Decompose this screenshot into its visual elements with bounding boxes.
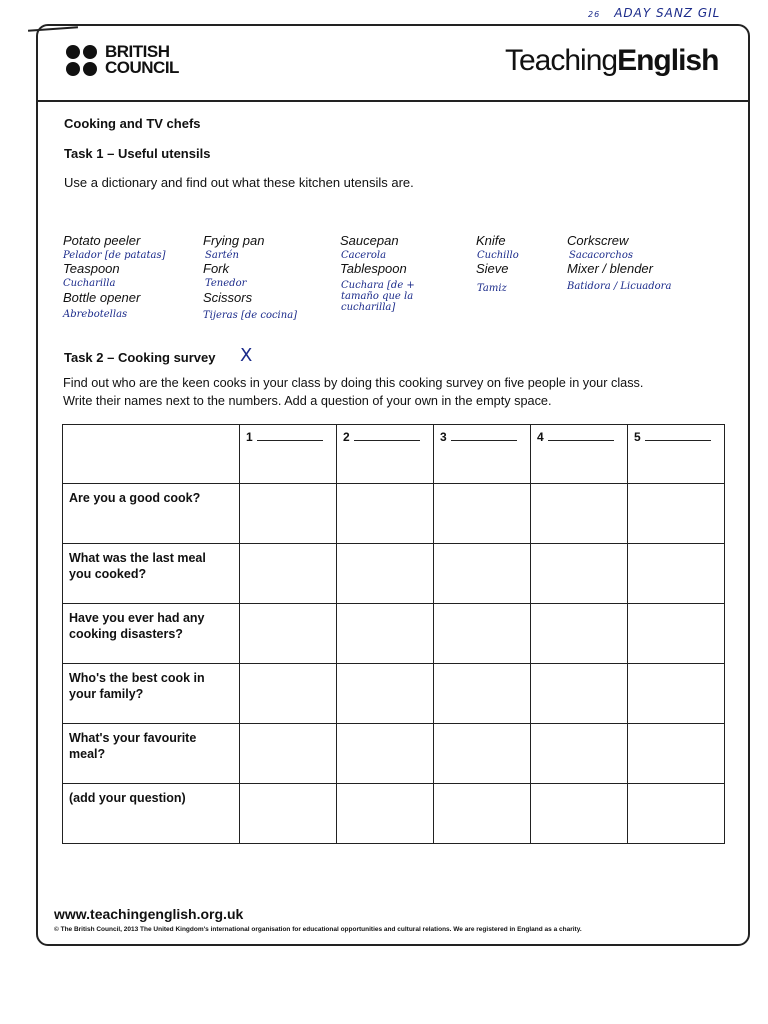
- answer-cell[interactable]: [531, 544, 628, 604]
- utensil-answer: Batidora / Licuadora: [567, 281, 672, 292]
- answer-cell[interactable]: [434, 724, 531, 784]
- answer-cell[interactable]: [531, 664, 628, 724]
- answer-cell[interactable]: [531, 484, 628, 544]
- task1-heading: Task 1 – Useful utensils: [64, 146, 211, 161]
- answer-cell[interactable]: [240, 484, 337, 544]
- answer-cell[interactable]: [240, 604, 337, 664]
- person-name-cell[interactable]: 4: [531, 425, 628, 484]
- utensil-term: Frying pan: [203, 233, 265, 248]
- bc-logo-line1: BRITISH: [105, 42, 170, 61]
- answer-cell[interactable]: [628, 784, 725, 844]
- table-header-row: [63, 425, 725, 484]
- utensil-answer: Sartén: [205, 250, 239, 261]
- answer-cell[interactable]: [434, 484, 531, 544]
- utensil-answer: Pelador [de patatas]: [63, 250, 166, 261]
- answer-cell[interactable]: [240, 544, 337, 604]
- table-corner-cell: [63, 425, 240, 484]
- cooking-survey-table: [62, 424, 725, 844]
- te-logo-part1: Teaching: [505, 44, 618, 77]
- utensil-answer: Cuchara [de + tamaño que la cucharilla]: [341, 280, 415, 313]
- answer-cell[interactable]: [434, 784, 531, 844]
- answer-cell[interactable]: [628, 484, 725, 544]
- table-row: [63, 664, 725, 724]
- table-row: [63, 784, 725, 844]
- header-divider: [37, 100, 749, 102]
- answer-cell[interactable]: [240, 664, 337, 724]
- utensil-answer: Sacacorchos: [569, 250, 633, 261]
- footer-legal-text: © The British Council, 2013 The United Kingdom's international organisation for educational opportunities and cultural relations. We are registered in England as a charity.: [54, 926, 582, 933]
- utensil-term: Mixer / blender: [567, 261, 653, 276]
- table-row: [63, 484, 725, 544]
- cross-mark: X: [240, 345, 253, 366]
- person-name-cell[interactable]: 5: [628, 425, 725, 484]
- utensil-term: Bottle opener: [63, 290, 141, 305]
- answer-cell[interactable]: [337, 484, 434, 544]
- footer-url[interactable]: www.teachingenglish.org.uk: [54, 906, 244, 922]
- answer-cell[interactable]: [240, 784, 337, 844]
- question-cell: Are you a good cook?: [63, 484, 240, 544]
- student-number: 26: [588, 10, 601, 19]
- utensil-term: Corkscrew: [567, 233, 629, 248]
- student-name-text: ADAY SANZ GIL: [614, 6, 721, 20]
- student-name-handwritten: [588, 6, 720, 20]
- task2-instruction-line2: Write their names next to the numbers. Add a question of your own in the empty space.: [63, 394, 552, 408]
- utensil-term: Sieve: [476, 261, 509, 276]
- utensil-answer: Cacerola: [341, 250, 387, 261]
- answer-cell[interactable]: [337, 544, 434, 604]
- utensil-answer: Tenedor: [205, 278, 247, 289]
- utensil-term: Fork: [203, 261, 229, 276]
- question-cell: Have you ever had any cooking disasters?: [63, 604, 240, 664]
- answer-cell[interactable]: [337, 604, 434, 664]
- answer-cell[interactable]: [628, 664, 725, 724]
- utensil-term: Potato peeler: [63, 233, 141, 248]
- person-name-cell[interactable]: 1: [240, 425, 337, 484]
- teaching-english-logo: [505, 44, 718, 78]
- answer-cell[interactable]: [628, 544, 725, 604]
- task1-instruction: Use a dictionary and find out what these kitchen utensils are.: [64, 175, 414, 190]
- answer-cell[interactable]: [434, 664, 531, 724]
- utensil-term: Tablespoon: [340, 261, 407, 276]
- question-cell: Who's the best cook in your family?: [63, 664, 240, 724]
- table-row: [63, 544, 725, 604]
- question-cell: (add your question): [63, 784, 240, 844]
- utensil-term: Saucepan: [340, 233, 399, 248]
- task2-heading: Task 2 – Cooking survey: [64, 350, 216, 365]
- utensil-term: Scissors: [203, 290, 253, 305]
- bc-logo-line2: COUNCIL: [105, 58, 179, 77]
- answer-cell[interactable]: [434, 544, 531, 604]
- answer-cell[interactable]: [531, 604, 628, 664]
- person-name-cell[interactable]: 2: [337, 425, 434, 484]
- utensil-answer: Cuchillo: [477, 250, 519, 261]
- answer-cell[interactable]: [434, 604, 531, 664]
- answer-cell[interactable]: [628, 604, 725, 664]
- answer-cell[interactable]: [628, 724, 725, 784]
- utensil-answer: Abrebotellas: [63, 309, 128, 320]
- table-row: [63, 604, 725, 664]
- page-title: Cooking and TV chefs: [64, 116, 201, 131]
- answer-cell[interactable]: [531, 724, 628, 784]
- te-logo-part2: English: [617, 44, 719, 77]
- table-row: [63, 724, 725, 784]
- utensil-term: Knife: [476, 233, 506, 248]
- question-cell: What's your favourite meal?: [63, 724, 240, 784]
- utensil-answer: Tijeras [de cocina]: [203, 310, 298, 321]
- answer-cell[interactable]: [337, 784, 434, 844]
- british-council-dots-icon: [66, 45, 97, 76]
- answer-cell[interactable]: [337, 664, 434, 724]
- task2-instruction-line1: Find out who are the keen cooks in your class by doing this cooking survey on five people in your class.: [63, 376, 644, 390]
- answer-cell[interactable]: [337, 724, 434, 784]
- answer-cell[interactable]: [531, 784, 628, 844]
- utensil-answer: Cucharilla: [63, 278, 116, 289]
- utensil-term: Teaspoon: [63, 261, 120, 276]
- person-name-cell[interactable]: 3: [434, 425, 531, 484]
- utensil-answer: Tamiz: [477, 283, 507, 294]
- answer-cell[interactable]: [240, 724, 337, 784]
- british-council-logo: [66, 44, 179, 76]
- question-cell: What was the last meal you cooked?: [63, 544, 240, 604]
